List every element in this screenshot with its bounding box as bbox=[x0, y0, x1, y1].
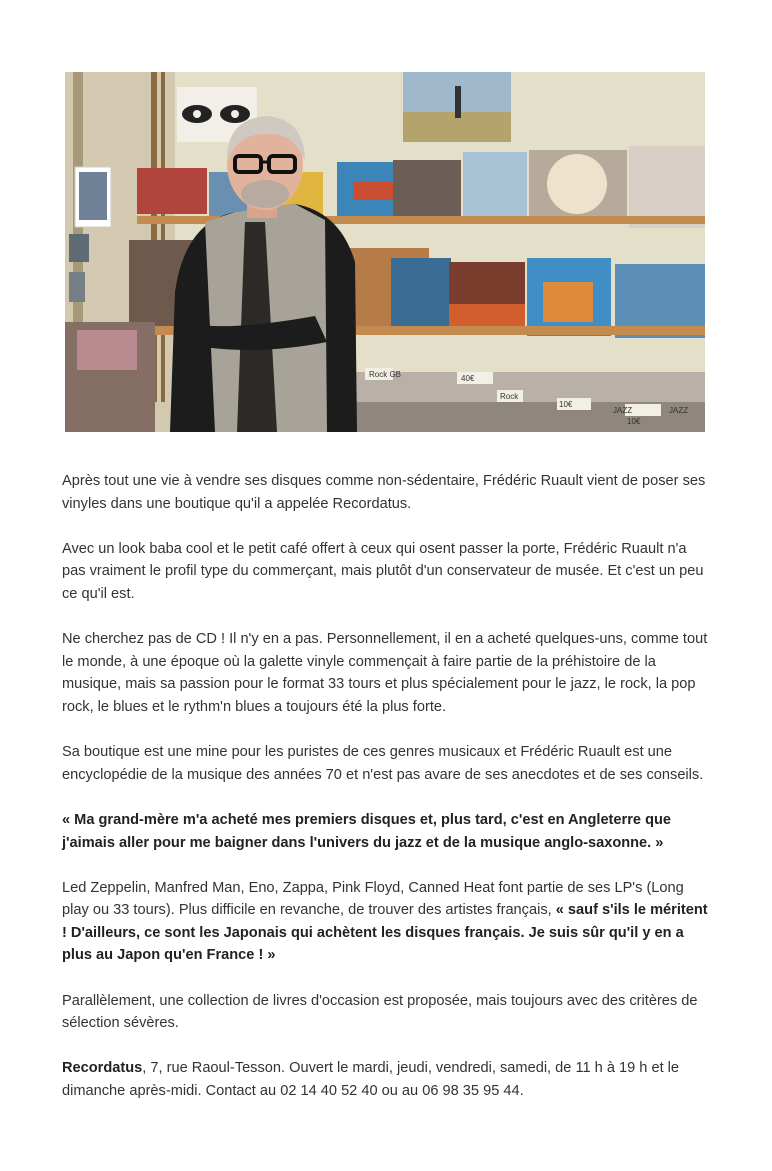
bin-tag: 10€ bbox=[559, 400, 573, 409]
contact-text: , 7, rue Raoul-Tesson. Ouvert le mardi, jeudi, vendredi, samedi, de 11 h à 19 h et le dimanche après-midi. Contact au 02 14 40 52 40 ou au 06 98 35 95 44. bbox=[62, 1060, 680, 1100]
bin-tag: 40€ bbox=[461, 374, 475, 383]
contact-info bbox=[62, 1057, 712, 1102]
paragraph: Ne cherchez pas de CD ! Il n'y en a pas. Personnellement, il en a acheté quelques-uns, comme tout le monde, à une époque où la galette vinyle commençait à faire partie de la préhistoire de la musique, mais sa passion pour le format 33 tours et plus spécialement pour le jazz, le rock, la pop rock, le blues et le rythm'n blues a toujours été la plus forte. bbox=[62, 631, 708, 715]
bin-tag: Rock bbox=[500, 392, 519, 401]
bin-tag: JAZZ bbox=[613, 406, 633, 415]
paragraph: Sa boutique est une mine pour les puristes de ces genres musicaux et Frédéric Ruault est une encyclopédie de la musique des années 70 et n'est pas avare de ses anecdotes et de ses conseils. bbox=[62, 744, 704, 783]
quote: « Ma grand-mère m'a acheté mes premiers disques et, plus tard, c'est en Angleterre que j'aimais aller pour me baigner dans l'univers du jazz et de la musique anglo-saxonne. » bbox=[62, 811, 672, 851]
article-photo bbox=[65, 72, 705, 432]
bin-tag: 10€ bbox=[627, 417, 641, 426]
paragraph-text: Led Zeppelin, Manfred Man, Eno, Zappa, Pink Floyd, Canned Heat font partie de ses LP's (Long play ou 33 tours). Plus difficile en revanche, de trouver des artistes français, bbox=[62, 879, 684, 919]
shop-name: Recordatus bbox=[62, 1060, 143, 1077]
record-shop-photo bbox=[65, 72, 705, 432]
quote-paragraph bbox=[62, 809, 712, 854]
article-body bbox=[62, 470, 712, 1125]
paragraph: Parallèlement, une collection de livres d'occasion est proposée, mais toujours avec des critères de sélection sévères. bbox=[62, 992, 698, 1032]
bin-tag: Rock GB bbox=[369, 370, 402, 379]
quote: « sauf s'ils le méritent ! D'ailleurs, ce sont les Japonais qui achètent les disques français. Je suis sûr qu'il y en a plus au Japon qu'en France ! » bbox=[62, 902, 708, 964]
paragraph: Avec un look baba cool et le petit café offert à ceux qui osent passer la porte, Frédéric Ruault n'a pas vraiment le profil type du commerçant, mais plutôt d'un conservateur de musée. Et c'est un peu ce qu'il est. bbox=[62, 540, 704, 602]
paragraph bbox=[62, 877, 712, 967]
bin-tag: JAZZ bbox=[669, 406, 689, 415]
paragraph: Après tout une vie à vendre ses disques comme non-sédentaire, Frédéric Ruault vient de poser ses vinyles dans une boutique qu'il a appelée Recordatus. bbox=[62, 473, 706, 512]
